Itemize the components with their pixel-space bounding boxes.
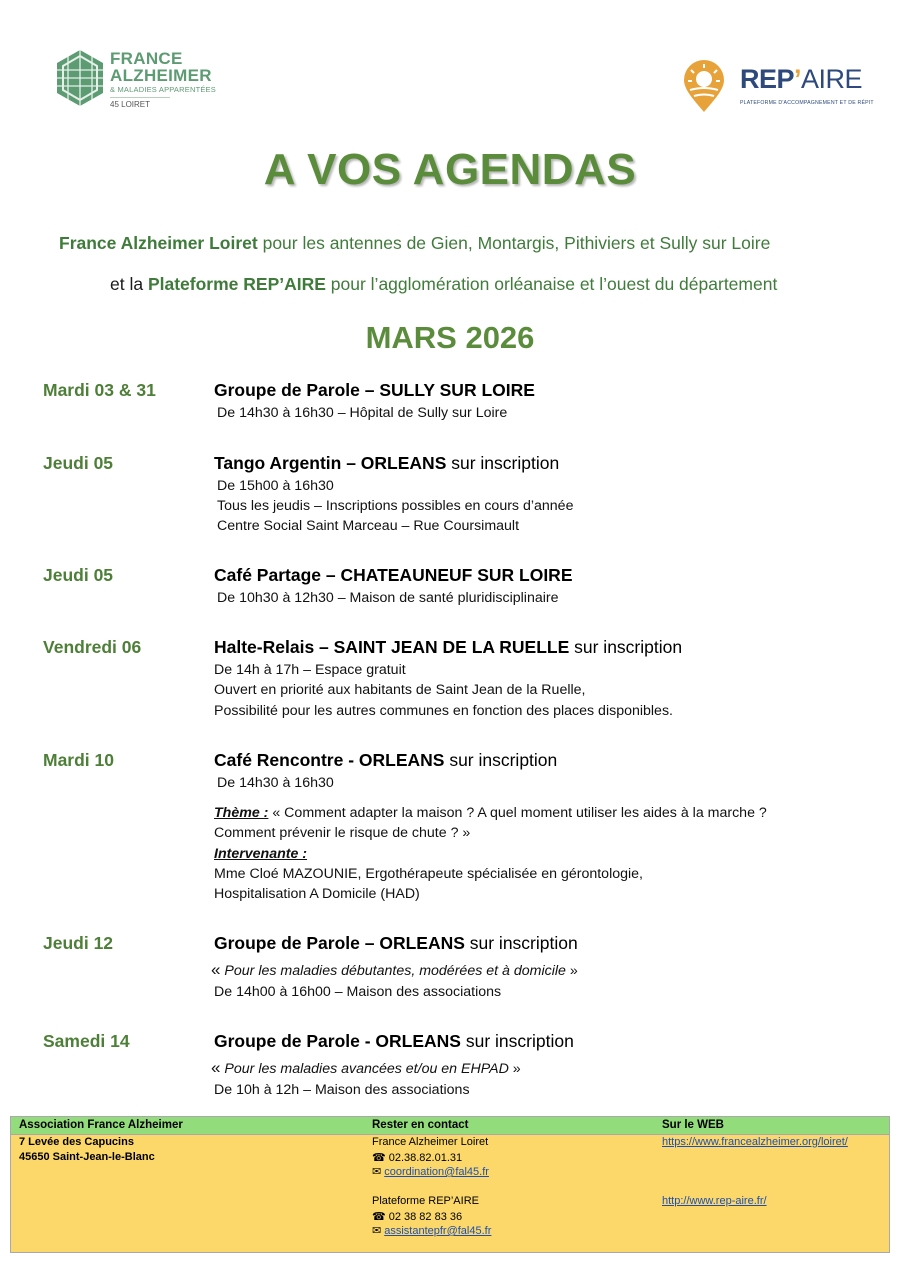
theme-text: « Comment adapter la maison ? A quel moment utiliser les aides à la marche ? <box>268 805 767 821</box>
event-title-bold: Tango Argentin – ORLEANS <box>214 453 447 473</box>
event-quote <box>211 960 578 980</box>
footer-col-web: Sur le WEB <box>662 1119 724 1131</box>
event-detail: Hospitalisation A Domicile (HAD) <box>214 886 420 902</box>
month-heading: MARS 2026 <box>365 320 535 355</box>
event-detail: Ouvert en priorité aux habitants de Saint Jean de la Ruelle, <box>214 682 586 698</box>
rep-aire-subtitle: PLATEFORME D'ACCOMPAGNEMENT ET DE RÉPIT <box>740 100 874 106</box>
event-title-bold: Café Rencontre - ORLEANS <box>214 750 445 770</box>
event-detail: Centre Social Saint Marceau – Rue Coursimault <box>217 518 520 534</box>
quote-close: » <box>569 963 578 979</box>
event-quote <box>211 1058 521 1078</box>
logo-line-3: & MALADIES APPARENTÉES <box>110 85 216 94</box>
theme-label: Thème : <box>214 805 269 821</box>
contact-phone-2 <box>372 1210 462 1223</box>
quote-text: Pour les maladies débutantes, modérées et à domicile <box>220 963 570 979</box>
quote-open: « <box>211 960 221 979</box>
event-title-suffix: sur inscription <box>446 453 560 473</box>
quote-text: Pour les maladies avancées et/ou en EHPAD <box>220 1061 513 1077</box>
address-line-1: 7 Levée des Capucins <box>19 1136 134 1148</box>
rep-aire-name <box>740 64 862 95</box>
rep-name-b: AIRE <box>801 64 863 94</box>
footer-header-row <box>11 1117 889 1135</box>
event-day: Jeudi 05 <box>43 565 114 585</box>
event-title <box>214 565 573 586</box>
event-detail: De 14h à 17h – Espace gratuit <box>214 662 406 678</box>
event-title <box>214 750 557 771</box>
event-title-suffix: sur inscription <box>569 637 683 657</box>
event-title-bold: Groupe de Parole - ORLEANS <box>214 1031 461 1051</box>
web-link-fal[interactable]: https://www.francealzheimer.org/loiret/ <box>662 1136 848 1148</box>
event-title <box>214 380 535 401</box>
event-day: Vendredi 06 <box>43 637 142 657</box>
event-detail: De 10h30 à 12h30 – Maison de santé pluridisciplinaire <box>217 590 559 606</box>
contact-org-1: France Alzheimer Loiret <box>372 1136 489 1148</box>
event-detail: De 14h30 à 16h30 <box>217 775 334 791</box>
event-detail: De 15h00 à 16h30 <box>217 478 334 494</box>
event-detail: De 10h à 12h – Maison des associations <box>214 1082 470 1098</box>
web-link-rep-aire[interactable]: http://www.rep-aire.fr/ <box>662 1195 767 1207</box>
event-detail: Tous les jeudis – Inscriptions possibles en cours d’année <box>217 498 574 514</box>
event-detail: Possibilité pour les autres communes en fonction des places disponibles. <box>214 703 673 719</box>
event-title-suffix: sur inscription <box>464 933 578 953</box>
event-day: Jeudi 05 <box>43 453 114 473</box>
logo-line-4: 45 LOIRET <box>110 97 170 109</box>
mail-icon: ✉ <box>372 1166 382 1178</box>
quote-close: » <box>512 1061 521 1077</box>
intro-line-2 <box>110 274 777 295</box>
phone-2-text: 02 38 82 83 36 <box>388 1211 463 1223</box>
speaker-label-text: Intervenante : <box>214 846 308 862</box>
event-day: Jeudi 12 <box>43 933 114 953</box>
event-title-bold: Café Partage – CHATEAUNEUF SUR LOIRE <box>214 565 573 585</box>
quote-open: « <box>211 1058 221 1077</box>
event-title <box>214 453 559 474</box>
event-title-bold: Groupe de Parole – SULLY SUR LOIRE <box>214 380 535 400</box>
event-day: Mardi 10 <box>43 750 114 770</box>
footer-col-association: Association France Alzheimer <box>19 1119 183 1131</box>
event-detail: De 14h30 à 16h30 – Hôpital de Sully sur Loire <box>217 405 508 421</box>
rep-name-apostrophe: ’ <box>794 64 802 94</box>
intro2-bold: Plateforme REP’AIRE <box>147 274 326 294</box>
page-title: A VOS AGENDAS <box>263 145 637 194</box>
phone-1-text: 02.38.82.01.31 <box>388 1152 463 1164</box>
logo-line-1: FRANCE <box>110 49 183 68</box>
address-line-2: 45650 Saint-Jean-le-Blanc <box>19 1151 155 1163</box>
contact-phone-1 <box>372 1151 462 1164</box>
contact-email-1 <box>372 1165 489 1178</box>
intro2-pre: et la <box>110 274 148 294</box>
logo-line-2: ALZHEIMER <box>110 66 212 85</box>
event-title <box>214 1031 574 1052</box>
intro1-bold: France Alzheimer Loiret <box>59 233 258 253</box>
event-detail: De 14h00 à 16h00 – Maison des associations <box>214 984 502 1000</box>
event-detail: Comment prévenir le risque de chute ? » <box>214 825 471 841</box>
event-title-suffix: sur inscription <box>460 1031 574 1051</box>
phone-icon: ☎ <box>372 1152 386 1164</box>
intro-line-1 <box>59 233 770 254</box>
sun-pin-icon <box>682 60 726 114</box>
hexagon-france-icon <box>54 48 106 108</box>
contact-org-2: Plateforme REP’AIRE <box>372 1195 479 1207</box>
event-detail: Mme Cloé MAZOUNIE, Ergothérapeute spécialisée en gérontologie, <box>214 866 643 882</box>
email-2-link[interactable]: assistantepfr@fal45.fr <box>384 1225 492 1237</box>
event-title-bold: Groupe de Parole – ORLEANS <box>214 933 465 953</box>
event-title <box>214 933 578 954</box>
event-title <box>214 637 682 658</box>
event-day: Samedi 14 <box>43 1031 130 1051</box>
event-day: Mardi 03 & 31 <box>43 380 156 400</box>
footer-col-contact: Rester en contact <box>372 1119 469 1131</box>
rep-name-a: REP <box>740 64 795 94</box>
email-1-link[interactable]: coordination@fal45.fr <box>384 1166 489 1178</box>
france-alzheimer-logo <box>54 48 244 112</box>
event-title-bold: Halte-Relais – SAINT JEAN DE LA RUELLE <box>214 637 570 657</box>
rep-aire-logo <box>682 60 874 116</box>
contact-email-2 <box>372 1224 491 1237</box>
intro1-rest: pour les antennes de Gien, Montargis, Pithiviers et Sully sur Loire <box>257 233 771 253</box>
event-title-suffix: sur inscription <box>444 750 558 770</box>
phone-icon: ☎ <box>372 1211 386 1223</box>
speaker-label <box>214 846 307 862</box>
event-theme-line <box>214 805 767 821</box>
mail-icon: ✉ <box>372 1225 382 1237</box>
contact-footer <box>10 1116 890 1253</box>
intro2-rest: pour l’agglomération orléanaise et l’ouest du département <box>325 274 778 294</box>
